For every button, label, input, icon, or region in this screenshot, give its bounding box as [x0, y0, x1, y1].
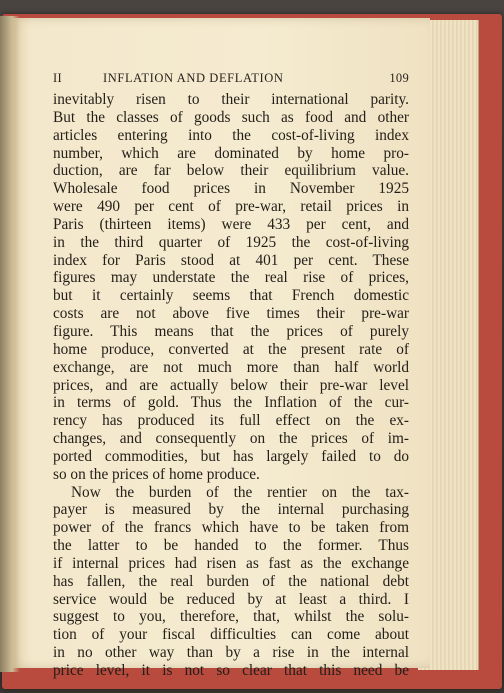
text-line: costs are not above five times their pre-war	[53, 305, 409, 323]
running-header	[53, 71, 409, 87]
text-line: in the third quarter of 1925 the cost-of-living	[53, 233, 409, 251]
text-line: number, which are dominated by home pro-	[53, 144, 409, 162]
text-line: were 490 per cent of pre-war, retail prices in	[53, 198, 409, 216]
text-line: Wholesale food prices in November 1925	[53, 180, 409, 198]
text-line: articles entering into the cost-of-living index	[53, 126, 409, 144]
text-line: payer is measured by the internal purchasing	[53, 501, 409, 519]
text-line: ported commodities, but has largely failed to do	[53, 447, 409, 465]
text-line: the latter to be handed to the former. Thus	[53, 537, 409, 555]
text-line: Paris (thirteen items) were 433 per cent, and	[53, 215, 409, 233]
text-line: figure. This means that the prices of purely	[53, 322, 409, 340]
text-line: changes, and consequently on the prices of im-	[53, 430, 409, 448]
text-line: has fallen, the real burden of the national debt	[53, 572, 409, 590]
text-line: if internal prices had risen as fast as the exchange	[53, 554, 409, 572]
text-line: Now the burden of the rentier on the tax-	[71, 483, 409, 501]
text-line: but it certainly seems that French domestic	[53, 287, 409, 305]
text-line: inevitably risen to their international parity.	[53, 91, 409, 108]
text-line: exchange, are not much more than half world	[53, 358, 409, 376]
text-line: figures may understate the real rise of prices,	[53, 269, 409, 287]
body-text	[53, 91, 409, 680]
page-number: 109	[389, 71, 409, 85]
text-line: so on the prices of home produce.	[53, 465, 260, 483]
text-line: tion of your fiscal difficulties can come about	[53, 626, 409, 644]
text-line: duction, are far below their equilibrium value.	[53, 162, 409, 180]
text-line: service would be reduced by at least a third. I	[53, 590, 409, 608]
text-line: price level, it is not so clear that this need be	[53, 662, 409, 679]
gutter-shadow	[0, 16, 20, 672]
text-line: index for Paris stood at 401 per cent. These	[53, 251, 409, 269]
text-line: power of the francs which have to be taken from	[53, 519, 409, 537]
text-line: suggest to you, therefore, that, whilst the solu-	[53, 608, 409, 626]
text-line: prices, and are actually below their pre-war level	[53, 376, 409, 394]
text-line: in terms of gold. Thus the Inflation of the cur-	[53, 394, 409, 412]
text-line: home produce, converted at the present rate of	[53, 340, 409, 358]
text-line: in no other way than by a rise in the internal	[53, 644, 409, 662]
text-line: But the classes of goods such as food and other	[53, 108, 409, 126]
chapter-numeral: II	[53, 71, 62, 85]
running-title: INFLATION AND DEFLATION	[103, 71, 284, 85]
text-line: rency has produced its full effect on the ex-	[53, 412, 409, 430]
